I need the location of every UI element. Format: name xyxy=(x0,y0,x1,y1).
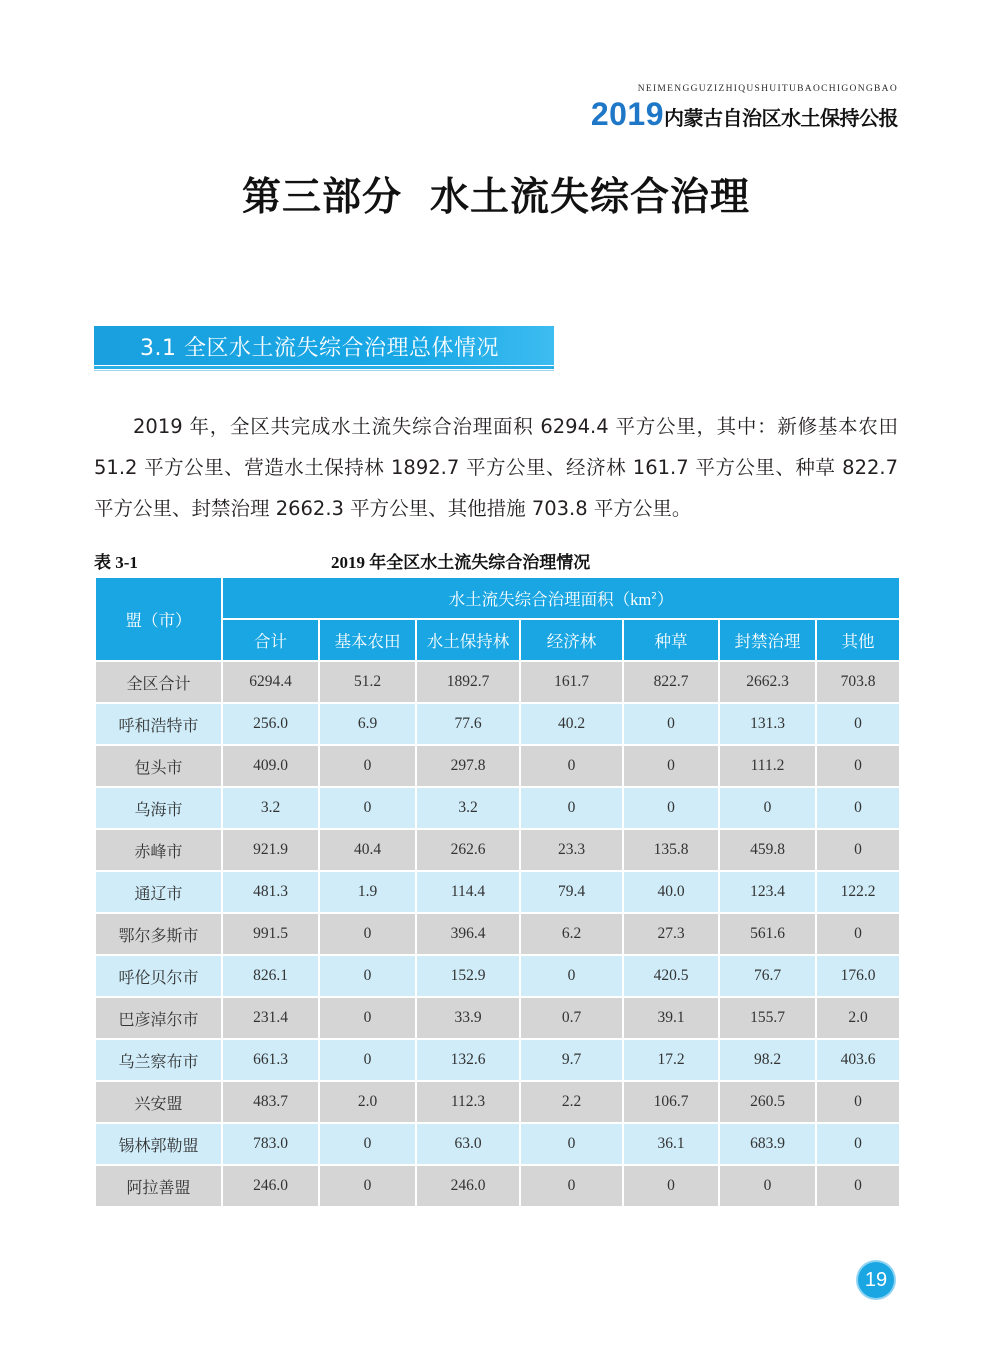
table-row xyxy=(95,871,900,913)
region-cell: 全区合计 xyxy=(95,661,222,703)
value-cell: 991.5 xyxy=(222,913,319,955)
value-cell: 76.7 xyxy=(719,955,816,997)
value-cell: 246.0 xyxy=(222,1165,319,1207)
value-cell: 0 xyxy=(520,745,623,787)
region-cell: 巴彦淖尔市 xyxy=(95,997,222,1039)
value-cell: 0 xyxy=(719,787,816,829)
value-cell: 112.3 xyxy=(416,1081,520,1123)
value-cell: 1892.7 xyxy=(416,661,520,703)
value-cell: 409.0 xyxy=(222,745,319,787)
value-cell: 23.3 xyxy=(520,829,623,871)
region-header: 盟（市） xyxy=(95,577,222,661)
value-cell: 111.2 xyxy=(719,745,816,787)
table-row xyxy=(95,1123,900,1165)
column-header: 封禁治理 xyxy=(719,619,816,661)
value-cell: 6.2 xyxy=(520,913,623,955)
value-cell: 33.9 xyxy=(416,997,520,1039)
value-cell: 152.9 xyxy=(416,955,520,997)
page-header xyxy=(591,84,898,133)
value-cell: 40.4 xyxy=(319,829,416,871)
value-cell: 0 xyxy=(520,955,623,997)
value-cell: 783.0 xyxy=(222,1123,319,1165)
region-cell: 赤峰市 xyxy=(95,829,222,871)
table-title: 2019 年全区水土流失综合治理情况 xyxy=(331,553,591,572)
table-row xyxy=(95,787,900,829)
value-cell: 77.6 xyxy=(416,703,520,745)
value-cell: 161.7 xyxy=(520,661,623,703)
value-cell: 0 xyxy=(319,1123,416,1165)
value-cell: 98.2 xyxy=(719,1039,816,1081)
value-cell: 2.0 xyxy=(816,997,900,1039)
value-cell: 3.2 xyxy=(416,787,520,829)
value-cell: 661.3 xyxy=(222,1039,319,1081)
value-cell: 483.7 xyxy=(222,1081,319,1123)
column-header: 其他 xyxy=(816,619,900,661)
value-cell: 0 xyxy=(816,913,900,955)
table-caption xyxy=(94,548,898,572)
value-cell: 27.3 xyxy=(623,913,719,955)
region-cell: 兴安盟 xyxy=(95,1081,222,1123)
region-cell: 呼伦贝尔市 xyxy=(95,955,222,997)
region-cell: 鄂尔多斯市 xyxy=(95,913,222,955)
value-cell: 231.4 xyxy=(222,997,319,1039)
region-cell: 呼和浩特市 xyxy=(95,703,222,745)
value-cell: 0 xyxy=(816,1123,900,1165)
section-heading: 3.1 全区水土流失综合治理总体情况 xyxy=(140,336,499,361)
region-cell: 乌海市 xyxy=(95,787,222,829)
value-cell: 703.8 xyxy=(816,661,900,703)
value-cell: 79.4 xyxy=(520,871,623,913)
value-cell: 114.4 xyxy=(416,871,520,913)
region-cell: 通辽市 xyxy=(95,871,222,913)
region-cell: 乌兰察布市 xyxy=(95,1039,222,1081)
value-cell: 921.9 xyxy=(222,829,319,871)
table-row xyxy=(95,703,900,745)
value-cell: 6.9 xyxy=(319,703,416,745)
part-title xyxy=(0,166,992,222)
header-title-line xyxy=(591,96,898,133)
value-cell: 0 xyxy=(623,1165,719,1207)
column-header: 水土保持林 xyxy=(416,619,520,661)
table-row xyxy=(95,829,900,871)
value-cell: 297.8 xyxy=(416,745,520,787)
value-cell: 0 xyxy=(816,703,900,745)
value-cell: 155.7 xyxy=(719,997,816,1039)
value-cell: 0 xyxy=(623,787,719,829)
value-cell: 106.7 xyxy=(623,1081,719,1123)
value-cell: 420.5 xyxy=(623,955,719,997)
value-cell: 0 xyxy=(520,1123,623,1165)
table-row xyxy=(95,1039,900,1081)
value-cell: 0 xyxy=(623,745,719,787)
value-cell: 123.4 xyxy=(719,871,816,913)
value-cell: 561.6 xyxy=(719,913,816,955)
value-cell: 0 xyxy=(319,1039,416,1081)
value-cell: 0 xyxy=(816,745,900,787)
value-cell: 459.8 xyxy=(719,829,816,871)
value-cell: 403.6 xyxy=(816,1039,900,1081)
value-cell: 0 xyxy=(623,703,719,745)
table-row xyxy=(95,955,900,997)
value-cell: 176.0 xyxy=(816,955,900,997)
section-heading-banner xyxy=(94,326,554,370)
value-cell: 826.1 xyxy=(222,955,319,997)
value-cell: 1.9 xyxy=(319,871,416,913)
region-cell: 阿拉善盟 xyxy=(95,1165,222,1207)
header-title: 内蒙古自治区水土保持公报 xyxy=(664,106,898,130)
section-underline-thin xyxy=(94,370,554,371)
column-header: 基本农田 xyxy=(319,619,416,661)
part-name: 水土流失综合治理 xyxy=(430,175,751,220)
value-cell: 256.0 xyxy=(222,703,319,745)
value-cell: 132.6 xyxy=(416,1039,520,1081)
value-cell: 2662.3 xyxy=(719,661,816,703)
value-cell: 0 xyxy=(319,997,416,1039)
value-cell: 51.2 xyxy=(319,661,416,703)
value-cell: 40.2 xyxy=(520,703,623,745)
value-cell: 481.3 xyxy=(222,871,319,913)
value-cell: 0 xyxy=(319,913,416,955)
value-cell: 135.8 xyxy=(623,829,719,871)
table-row xyxy=(95,1081,900,1123)
value-cell: 0 xyxy=(319,1165,416,1207)
value-cell: 131.3 xyxy=(719,703,816,745)
header-year: 2019 xyxy=(590,96,664,132)
value-cell: 0 xyxy=(816,787,900,829)
value-cell: 260.5 xyxy=(719,1081,816,1123)
column-header: 经济林 xyxy=(520,619,623,661)
table-row xyxy=(95,661,900,703)
column-header: 合计 xyxy=(222,619,319,661)
section-underline xyxy=(94,366,554,369)
value-cell: 0 xyxy=(520,787,623,829)
table-row xyxy=(95,913,900,955)
value-cell: 39.1 xyxy=(623,997,719,1039)
value-cell: 0 xyxy=(816,1165,900,1207)
section-heading-bar xyxy=(94,326,554,365)
value-cell: 40.0 xyxy=(623,871,719,913)
value-cell: 2.2 xyxy=(520,1081,623,1123)
value-cell: 822.7 xyxy=(623,661,719,703)
value-cell: 0 xyxy=(520,1165,623,1207)
value-cell: 0.7 xyxy=(520,997,623,1039)
body-paragraph: 2019 年，全区共完成水土流失综合治理面积 6294.4 平方公里，其中：新修基本农田 51.2 平方公里、营造水土保持林 1892.7 平方公里、经济林 161.7 平方公里、种草 822.7 平方公里、封禁治理 2662.3 平方公里、其他措施 703.8 平方公里。 xyxy=(94,415,898,520)
value-cell: 0 xyxy=(816,829,900,871)
value-cell: 63.0 xyxy=(416,1123,520,1165)
value-cell: 0 xyxy=(816,1081,900,1123)
value-cell: 0 xyxy=(319,955,416,997)
governance-table xyxy=(94,576,901,1208)
value-cell: 0 xyxy=(719,1165,816,1207)
table-row xyxy=(95,745,900,787)
value-cell: 262.6 xyxy=(416,829,520,871)
value-cell: 0 xyxy=(319,745,416,787)
part-label: 第三部分 xyxy=(241,175,402,220)
value-cell: 396.4 xyxy=(416,913,520,955)
region-cell: 包头市 xyxy=(95,745,222,787)
header-pinyin: NEIMENGGUZIZHIQUSHUITUBAOCHIGONGBAO xyxy=(637,84,898,94)
area-group-header: 水土流失综合治理面积$(km^2)$ xyxy=(222,577,900,619)
region-cell: 锡林郭勒盟 xyxy=(95,1123,222,1165)
table-row xyxy=(95,997,900,1039)
value-cell: 9.7 xyxy=(520,1039,623,1081)
value-cell: 246.0 xyxy=(416,1165,520,1207)
value-cell: 2.0 xyxy=(319,1081,416,1123)
column-header: 种草 xyxy=(623,619,719,661)
value-cell: 17.2 xyxy=(623,1039,719,1081)
value-cell: 36.1 xyxy=(623,1123,719,1165)
table-number: 表 3-1 xyxy=(94,553,138,572)
page-number: 19 xyxy=(858,1262,894,1298)
table-row xyxy=(95,1165,900,1207)
value-cell: 6294.4 xyxy=(222,661,319,703)
value-cell: 3.2 xyxy=(222,787,319,829)
table-body xyxy=(95,661,900,1207)
value-cell: 683.9 xyxy=(719,1123,816,1165)
value-cell: 0 xyxy=(319,787,416,829)
value-cell: 122.2 xyxy=(816,871,900,913)
